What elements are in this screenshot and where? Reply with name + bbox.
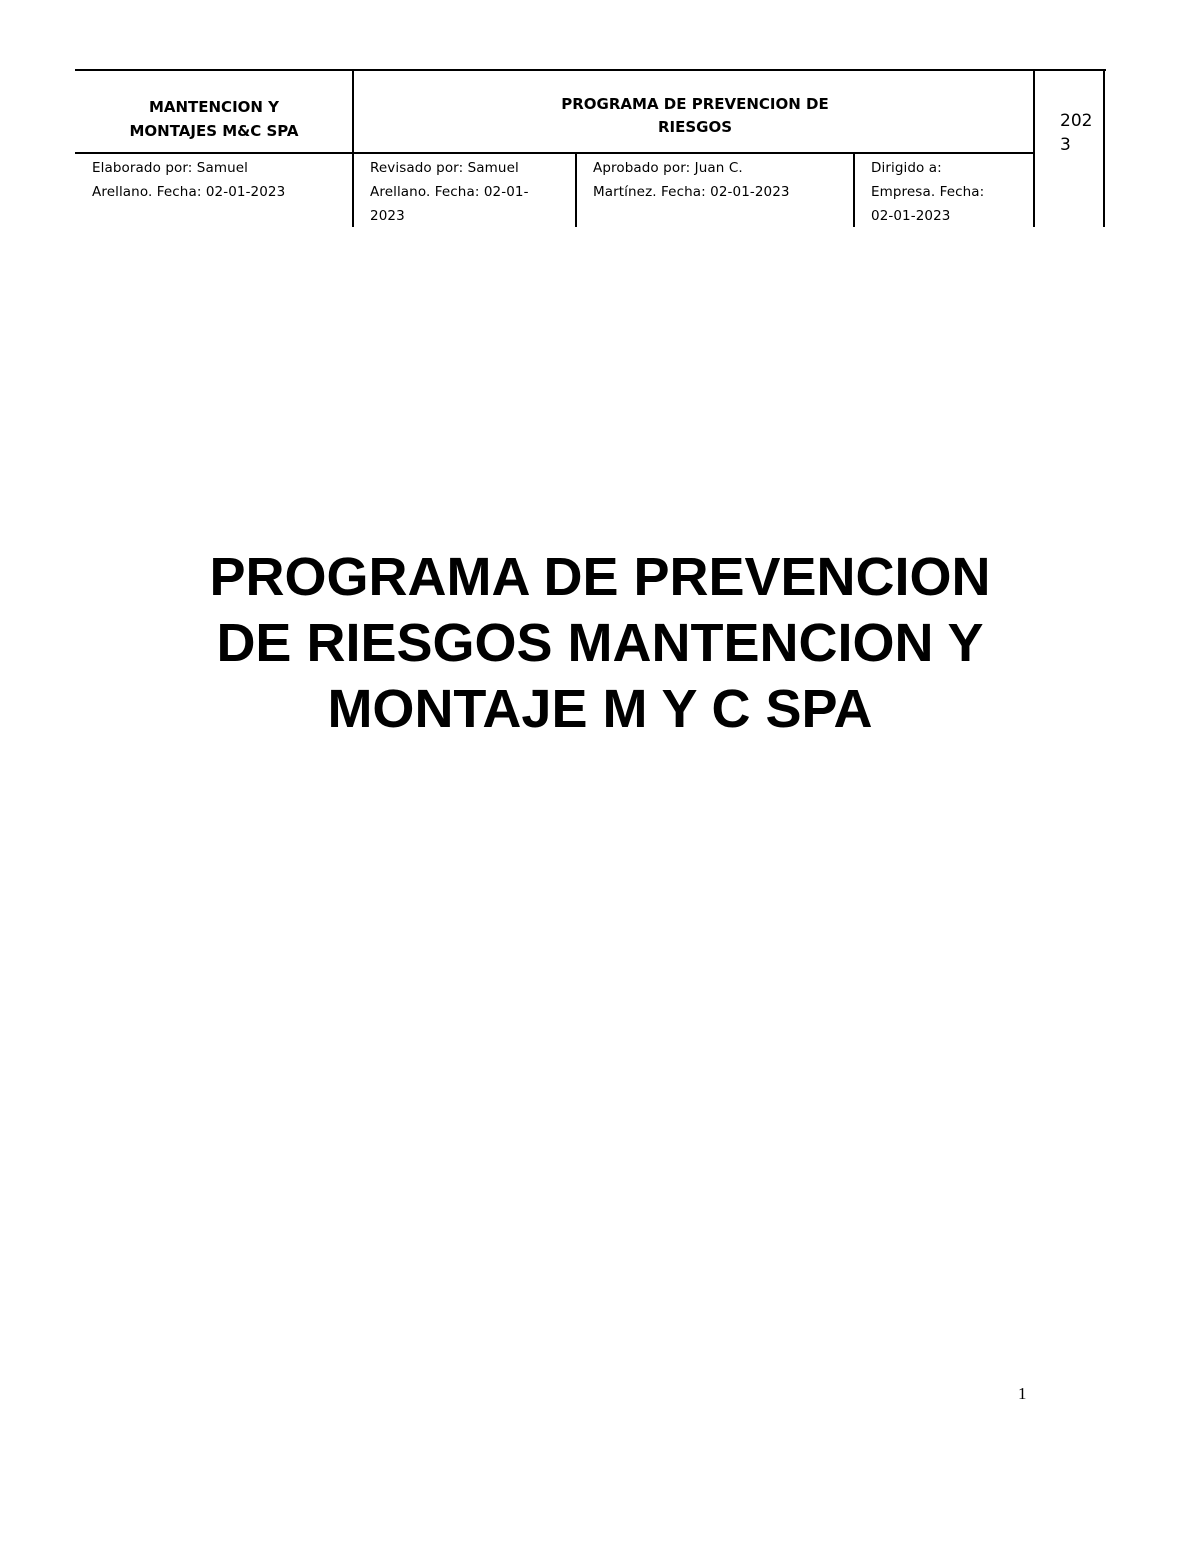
header-top-border (75, 69, 1106, 71)
cover-title (150, 544, 1050, 742)
page-number: 1 (1018, 1384, 1027, 1403)
dirigido-cell (871, 156, 1031, 228)
company-name (75, 95, 353, 143)
header-title-line-1: PROGRAMA DE PREVENCION DE (561, 95, 829, 113)
revisado-cell (370, 156, 570, 228)
header-divider-2 (575, 153, 577, 227)
header-year: 2023 (1060, 111, 1093, 155)
elaborado-cell (92, 156, 350, 204)
dirigido-line-1: Dirigido a: (871, 160, 942, 176)
revisado-line-2: Arellano. Fecha: 02-01- (370, 184, 529, 200)
cover-title-line-1: PROGRAMA DE PREVENCION (209, 547, 991, 607)
cover-title-line-2: DE RIESGOS MANTENCION Y (216, 613, 984, 673)
header-middle-border (75, 152, 1035, 154)
dirigido-line-3: 02-01-2023 (871, 208, 951, 224)
company-name-line-2: MONTAJES M&C SPA (129, 122, 299, 140)
cover-title-line-3: MONTAJE M Y C SPA (327, 679, 873, 739)
header-divider-3 (853, 153, 855, 227)
elaborado-line-1: Elaborado por: Samuel (92, 160, 249, 176)
revisado-line-3: 2023 (370, 208, 405, 224)
aprobado-line-2: Martínez. Fecha: 02-01-2023 (593, 184, 790, 200)
aprobado-cell (593, 156, 851, 204)
revisado-line-1: Revisado por: Samuel (370, 160, 519, 176)
dirigido-line-2: Empresa. Fecha: (871, 184, 985, 200)
header-divider-1 (352, 69, 354, 227)
header-title-line-2: RIESGOS (657, 118, 733, 136)
document-header-table (75, 69, 1106, 227)
aprobado-line-1: Aprobado por: Juan C. (593, 160, 743, 176)
header-document-title (355, 93, 1035, 139)
header-right-border (1103, 69, 1105, 227)
company-name-line-1: MANTENCION Y (148, 98, 280, 116)
elaborado-line-2: Arellano. Fecha: 02-01-2023 (92, 184, 286, 200)
